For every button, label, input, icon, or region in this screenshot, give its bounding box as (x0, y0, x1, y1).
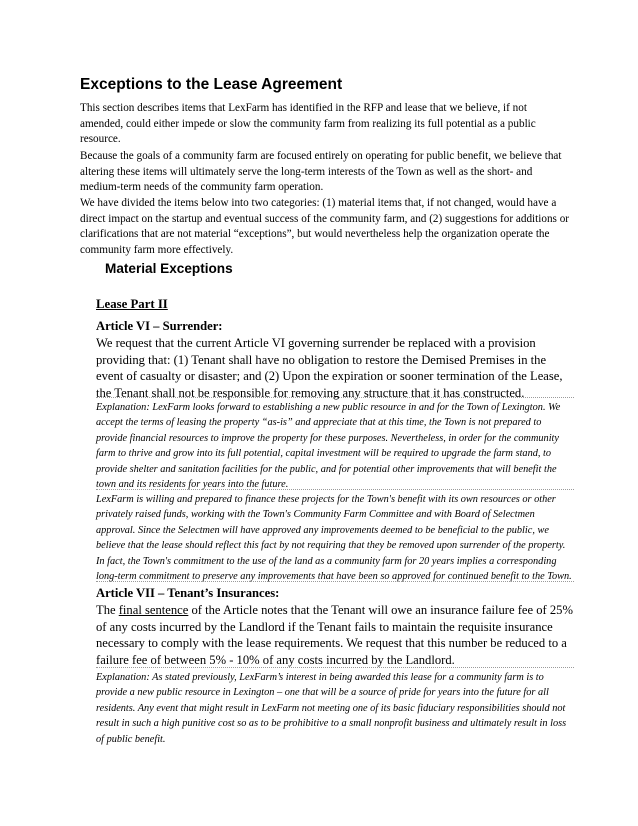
lease-part-label: Lease Part II (96, 297, 168, 311)
article-vii-heading: Article VII – Tenant’s Insurances: (96, 586, 280, 600)
article-vi-explanation-2: LexFarm is willing and prepared to finance these projects for the Town's benefit with its own resources or other privately raised funds, working with the Town's Community Farm Committee and with Board of Selectmen approval. Since the Selectmen will have approved any improvements deemed to be beneficial to the public, we believe that the lease should reflect this fact by not requiring that they be removed upon surrender of the property. In fact, the Town's commitment to the use of the land as a community farm for 20 years implies a corresponding long-term commitment to preserve any improvements that have been so approved for continued benefit to the Town. (96, 494, 572, 583)
article-vii-explanation: Explanation: As stated previously, LexFarm’s interest in being awarded this lease for a community farm is to provide a new public resource in Lexington – one that will be a source of pride for years into the future for all residents. Any event that might result in LexFarm not meeting one of its basic fiduciary responsibilities should not result in such a high punitive cost so as to be prohibitive to a small nonprofit business and ultimately result in loss of public benefit. (96, 672, 567, 745)
article-vi-body: We request that the current Article VI governing surrender be replaced with a provision providing that: (1) Tenant shall have no obligation to restore the Demised Premises in the event of casualty or disaster; and (2) Upon the expiration or sooner termination of the Lease, the Tenant shall not be responsible for removing any structure that it has constructed. (96, 335, 563, 401)
divider (96, 581, 574, 582)
intro-paragraph-3: We have divided the items below into two categories: (1) material items that, if not changed, would have a direct impact on the startup and eventual success of the community farm, and (2) suggestions for additions or clarifications that are not material “exceptions”, but would nevertheless help the organization operate the community farm more effectively. (80, 197, 570, 256)
article-vi-explanation-1: Explanation: LexFarm looks forward to establishing a new public resource in and for the Town of Lexington. We accept the terms of leasing the property “as-is” and appreciate that at this time, the Town is not prepared to provide financial resources to improve the property for these purposes. Nevertheless, in order for the community farm to thrive and grow into its full potential, capital investment will be required to upgrade the farm stand, to provide shelter and sanitation facilities for the public, and for potential other improvements that will benefit the town and its residents for years into the future. (96, 402, 561, 491)
article-vi-heading: Article VI – Surrender: (96, 319, 223, 333)
divider (96, 489, 574, 490)
final-sentence-link[interactable]: final sentence (118, 602, 189, 617)
section-heading: Material Exceptions (105, 261, 233, 276)
divider (96, 667, 574, 668)
intro-paragraph-1: This section describes items that LexFarm has identified in the RFP and lease that we believe, if not amended, could either impede or slow the community farm from realizing its full potential as a public resource. (80, 102, 536, 146)
divider (96, 397, 574, 398)
article-vii-body-end: of the Article notes that the Tenant will owe an insurance failure fee of 25% of any costs incurred by the Landlord if the Tenant fails to maintain the requisite insurance necessary to comply with the lease requirements. We request that this number be reduced to a failure fee of between 5% - 10% of any costs incurred by the Landlord. (96, 602, 573, 668)
article-vii (96, 585, 574, 669)
article-vii-body-start: The (96, 602, 119, 617)
page-title: Exceptions to the Lease Agreement (80, 76, 343, 93)
intro-paragraph-2: Because the goals of a community farm are focused entirely on operating for public benefit, we believe that altering these items will ultimately serve the long-term interests of the Town as well as the short- and medium-term needs of the community farm operation. (80, 150, 562, 194)
article-vi (96, 318, 574, 402)
